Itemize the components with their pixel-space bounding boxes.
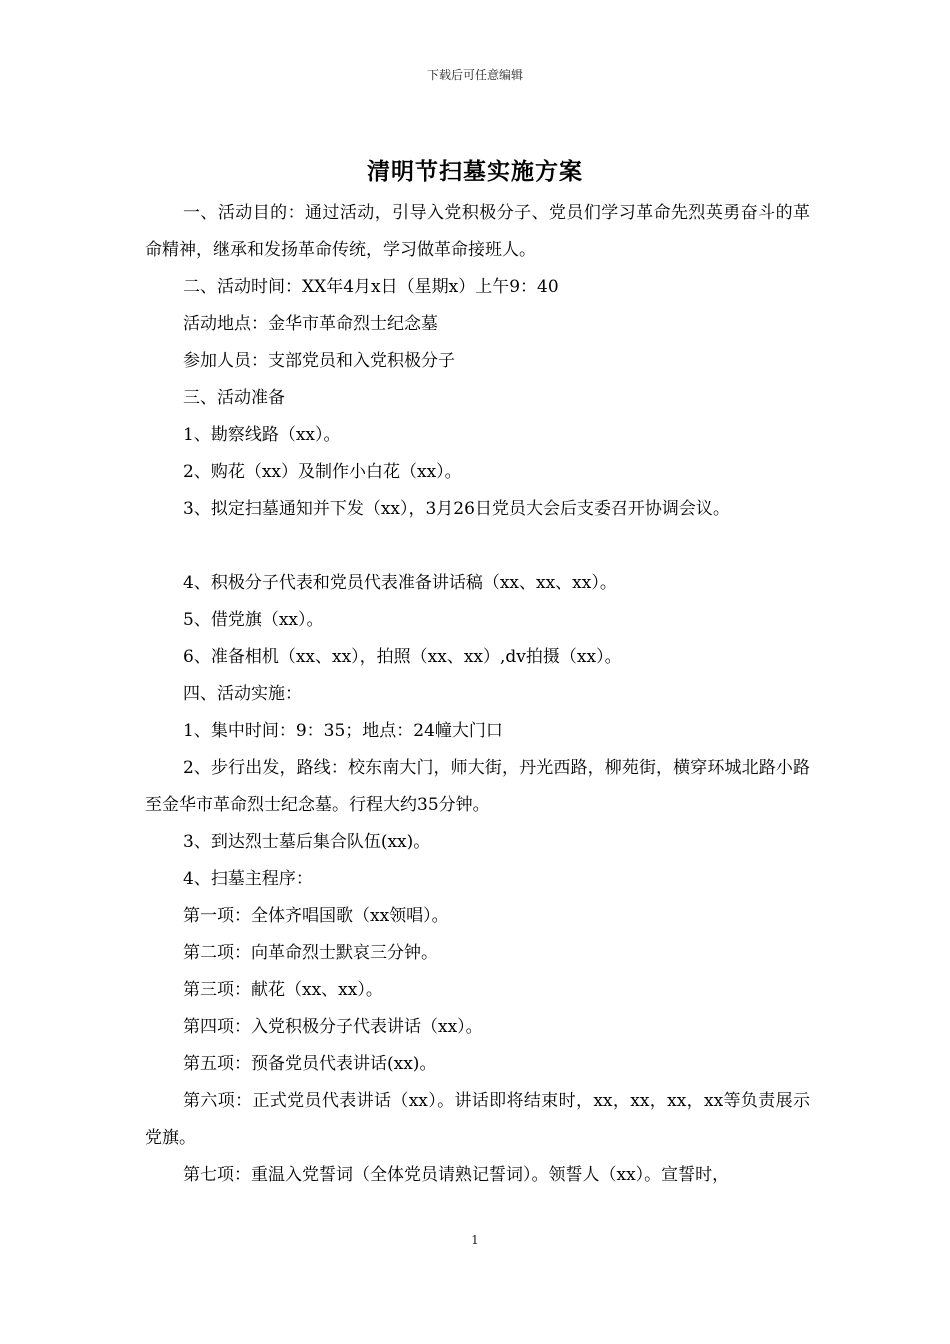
page-number: 1 xyxy=(471,1233,479,1247)
list-item: 1、集中时间：9：35；地点：24幢大门口 xyxy=(183,721,503,741)
program-step: 第七项：重温入党誓词（全体党员请熟记誓词）。领誓人（xx）。宣誓时， xyxy=(183,1165,730,1185)
section-implementation: 四、活动实施： xyxy=(183,684,302,704)
program-step: 第四项：入党积极分子代表讲话（xx）。 xyxy=(183,1017,483,1037)
list-item: 3、到达烈士墓后集合队伍(xx)。 xyxy=(183,832,431,852)
program-step: 第五项：预备党员代表讲话(xx)。 xyxy=(183,1054,437,1074)
list-item: 4、积极分子代表和党员代表准备讲话稿（xx、xx、xx）。 xyxy=(183,573,617,593)
program-step: 第一项：全体齐唱国歌（xx领唱）。 xyxy=(183,906,449,926)
paragraph-location: 活动地点：金华市革命烈士纪念墓 xyxy=(183,314,438,334)
program-step: 第二项：向革命烈士默哀三分钟。 xyxy=(183,943,438,963)
program-step: 第三项：献花（xx、xx）。 xyxy=(183,980,383,1000)
list-item: 2、步行出发，路线：校东南大门，师大街，丹光西路，柳苑街，横穿环城北路小路至金华市革命烈士纪念墓。行程大约35分钟。 xyxy=(145,758,810,815)
paragraph-purpose: 一、活动目的：通过活动，引导入党积极分子、党员们学习革命先烈英勇奋斗的革命精神，继承和发扬革命传统，学习做革命接班人。 xyxy=(145,203,810,260)
list-item: 2、购花（xx）及制作小白花（xx）。 xyxy=(183,462,462,482)
list-item: 1、勘察线路（xx）。 xyxy=(183,425,341,445)
paragraph-time: 二、活动时间：XX年4月x日（星期x）上午9：40 xyxy=(183,277,559,297)
list-item: 3、拟定扫墓通知并下发（xx），3月26日党员大会后支委召开协调会议。 xyxy=(183,499,730,519)
list-item: 5、借党旗（xx）。 xyxy=(183,610,324,630)
page-header: 下载后可任意编辑 xyxy=(426,68,523,82)
list-item: 4、扫墓主程序： xyxy=(183,869,313,889)
paragraph-participants: 参加人员：支部党员和入党积极分子 xyxy=(183,351,455,371)
document-title: 清明节扫墓实施方案 xyxy=(367,158,583,185)
section-preparation: 三、活动准备 xyxy=(183,388,285,408)
list-item: 6、准备相机（xx、xx），拍照（xx、xx）,dv拍摄（xx）。 xyxy=(183,647,622,667)
program-step: 第六项：正式党员代表讲话（xx）。讲话即将结束时，xx，xx，xx，xx等负责展示党旗。 xyxy=(145,1091,810,1148)
blank-line xyxy=(145,528,810,565)
document-body xyxy=(145,195,810,1194)
